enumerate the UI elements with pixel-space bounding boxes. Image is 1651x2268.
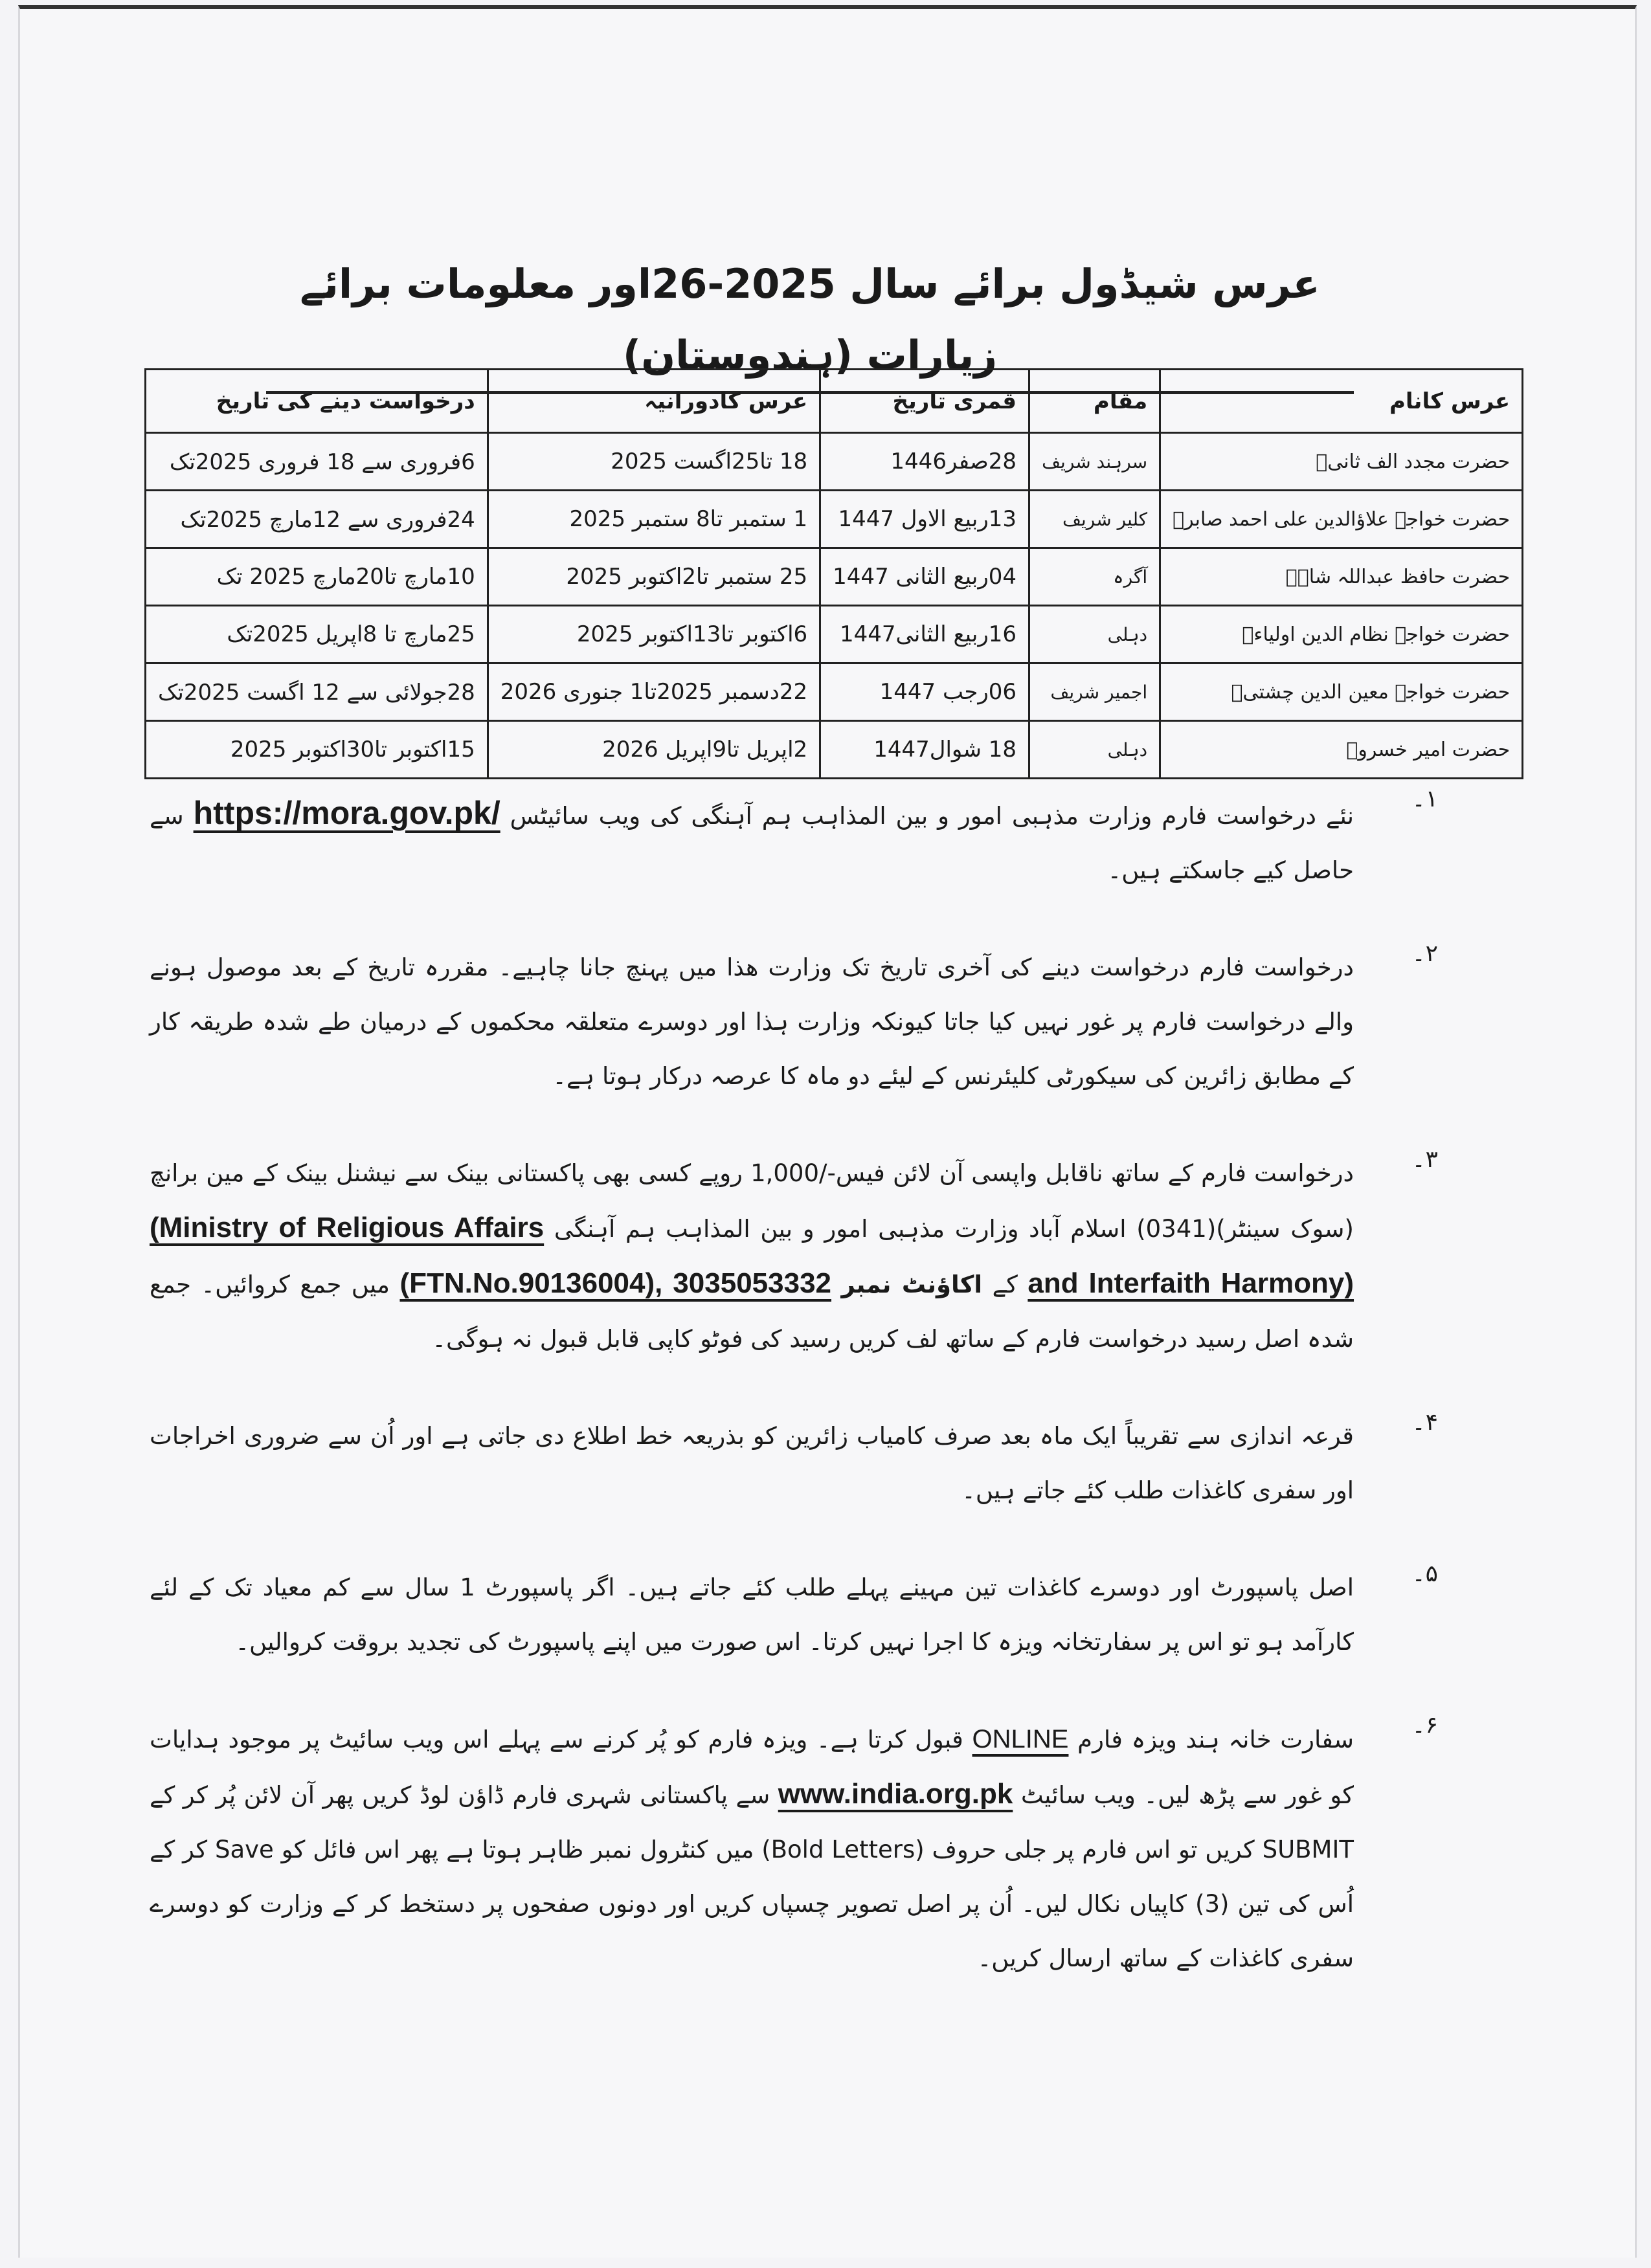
cell-apply-date: 28جولائی سے 12 اگست 2025تک: [146, 663, 488, 721]
note-number: ۶۔: [1411, 1712, 1438, 1739]
document-page: [18, 5, 1637, 2258]
note-text: اصل پاسپورٹ اور دوسرے کاغذات تین مہینے پہلے طلب کئے جاتے ہیں۔ اگر پاسپورٹ 1 سال سے کم معیاد تک کے لئے کارآمد ہو تو اس پر سفارتخانہ ویزہ کا اجرا نہیں کرتا۔ اس صورت میں اپنے پاسپورٹ کی تجدید بروقت کروالیں۔: [150, 1573, 1354, 1656]
cell-place: کلیر شریف: [1029, 491, 1160, 548]
note-6: [150, 1712, 1438, 1986]
instructions-list: [150, 786, 1438, 2029]
table-row: [146, 433, 1523, 491]
note-text: کے: [992, 1271, 1018, 1298]
table-row: [146, 721, 1523, 779]
table-row: [146, 491, 1523, 548]
mora-website-link[interactable]: https://mora.gov.pk/: [193, 795, 500, 831]
note-text: درخواست فارم کے ساتھ ناقابل واپسی آن لائن فیس-/1,000 روپے کسی بھی پاکستانی بینک سے نیشنل بینک کے مین برانچ (سوک سینٹر)(0341) اسلام آباد وزارت مذہبی امور و بین المذاہب ہم آہنگی: [150, 1159, 1354, 1243]
cell-duration: 2اپریل تا9اپریل 2026: [488, 721, 820, 779]
cell-name: حضرت مجدد الف ثانیؒ: [1160, 433, 1523, 491]
note-text: درخواست فارم درخواست دینے کی آخری تاریخ تک وزارت ھذا میں پہنچ جانا چاہیے۔ مقررہ تاریخ کے بعد موصول ہونے والے درخواست فارم پر غور نہیں کیا جاتا کیونکہ وزارت ہذا اور دوسرے متعلقہ محکموں کے درمیان طے شدہ طریقہ کار کے مطابق زائرین کی سیکورٹی کلیئرنس کے لیئے دو ماہ کا عرصہ درکار ہوتا ہے۔: [150, 953, 1354, 1090]
note-number: ۲۔: [1411, 940, 1438, 967]
cell-place: اجمیر شریف: [1029, 663, 1160, 721]
note-number: ۴۔: [1411, 1409, 1438, 1436]
note-4: [150, 1409, 1438, 1518]
cell-lunar-date: 18 شوال1447: [820, 721, 1029, 779]
note-text: سے حاصل کیے جاسکتے ہیں۔: [150, 802, 1354, 884]
note-text: سے پاکستانی شہری فارم ڈاؤن لوڈ کریں پھر آن لائن پُر کر کے SUBMIT کریں تو اس فارم پر جلی حروف (Bold Letters) میں کنٹرول نمبر ظاہر ہوتا ہے پھر اس فائل کو Save کر کے اُس کی تین (3) کاپیاں نکال لیں۔ اُن پر اصل تصویر چسپاں کریں اور دونوں صفحوں پر دستخط کر کے وزارت کو دوسرے سفری کاغذات کے ساتھ ارسال کریں۔: [150, 1781, 1354, 1972]
cell-lunar-date: 13ربیع الاول 1447: [820, 491, 1029, 548]
header-place: مقام: [1029, 370, 1160, 433]
cell-place: دہلی: [1029, 606, 1160, 663]
note-number: ۵۔: [1411, 1561, 1438, 1587]
cell-name: حضرت حافظ عبداللہ شاہؒ: [1160, 548, 1523, 606]
note-number: ۳۔: [1411, 1146, 1438, 1173]
cell-apply-date: 10مارچ تا20مارچ 2025 تک: [146, 548, 488, 606]
note-5: [150, 1561, 1438, 1669]
cell-lunar-date: 04ربیع الثانی 1447: [820, 548, 1029, 606]
note-2: [150, 940, 1438, 1104]
page-title: عرس شیڈول برائے سال 2025-26اور معلومات برائے زیارات (ہندوستان): [266, 249, 1354, 394]
header-apply-date: درخواست دینے کی تاریخ: [146, 370, 488, 433]
account-number: (FTN.No.90136004), 3035053332: [399, 1267, 832, 1299]
table-header-row: [146, 370, 1523, 433]
cell-apply-date: 24فروری سے 12مارچ 2025تک: [146, 491, 488, 548]
cell-place: دہلی: [1029, 721, 1160, 779]
note-number: ۱۔: [1411, 786, 1438, 812]
note-text: میں جمع کروائیں۔ جمع شدہ اصل رسید درخواست فارم کے ساتھ لف کریں رسید کی فوٹو کاپی قابل قبول نہ ہوگی۔: [150, 1271, 1354, 1353]
table-row: [146, 548, 1523, 606]
table-row: [146, 663, 1523, 721]
cell-duration: 1 ستمبر تا8 ستمبر 2025: [488, 491, 820, 548]
cell-apply-date: 6فروری سے 18 فروری 2025تک: [146, 433, 488, 491]
table-row: [146, 606, 1523, 663]
india-website-link[interactable]: www.india.org.pk: [778, 1778, 1013, 1810]
cell-duration: 22دسمبر 2025تا1 جنوری 2026: [488, 663, 820, 721]
cell-lunar-date: 16ربیع الثانی1447: [820, 606, 1029, 663]
cell-place: سرہند شریف: [1029, 433, 1160, 491]
cell-name: حضرت امیر خسروؒ: [1160, 721, 1523, 779]
header-name: عرس کانام: [1160, 370, 1523, 433]
cell-place: آگرہ: [1029, 548, 1160, 606]
header-duration: عرس کادورانیہ: [488, 370, 820, 433]
note-text: قبول کرتا ہے۔ ویزہ فارم کو پُر کرنے سے پہلے اس ویب سائیٹ پر موجود ہدایات کو غور سے پڑھ لیں۔ ویب سائیٹ: [150, 1726, 1354, 1809]
cell-lunar-date: 06رجب 1447: [820, 663, 1029, 721]
cell-apply-date: 25مارچ تا 8اپریل 2025تک: [146, 606, 488, 663]
cell-duration: 6اکتوبر تا13اکتوبر 2025: [488, 606, 820, 663]
account-label: اکاؤنٹ نمبر: [841, 1271, 983, 1298]
note-3: [150, 1146, 1438, 1366]
urs-schedule-table: [144, 368, 1523, 779]
note-text: سفارت خانہ ہند ویزہ فارم: [1077, 1726, 1354, 1753]
cell-duration: 18 تا25اگست 2025: [488, 433, 820, 491]
cell-name: حضرت خواجہ معین الدین چشتیؒ: [1160, 663, 1523, 721]
note-text: نئے درخواست فارم وزارت مذہبی امور و بین المذاہب ہم آہنگی کی ویب سائیٹس: [510, 802, 1354, 830]
cell-apply-date: 15اکتوبر تا30اکتوبر 2025: [146, 721, 488, 779]
header-lunar-date: قمری تاریخ: [820, 370, 1029, 433]
online-label: ONLINE: [972, 1725, 1069, 1753]
cell-duration: 25 ستمبر تا2اکتوبر 2025: [488, 548, 820, 606]
cell-name: حضرت خواجہ نظام الدین اولیاءؒ: [1160, 606, 1523, 663]
note-text: قرعہ اندازی سے تقریباً ایک ماہ بعد صرف کامیاب زائرین کو بذریعہ خط اطلاع دی جاتی ہے اور اُن سے ضروری اخراجات اور سفری کاغذات طلب کئے جاتے ہیں۔: [150, 1422, 1354, 1504]
ministry-name: (Ministry of Religious Affairs and Interfaith Harmony): [150, 1212, 1354, 1299]
note-1: [150, 786, 1438, 898]
cell-name: حضرت خواجہ علاؤالدین علی احمد صابرؒ: [1160, 491, 1523, 548]
cell-lunar-date: 28صفر1446: [820, 433, 1029, 491]
